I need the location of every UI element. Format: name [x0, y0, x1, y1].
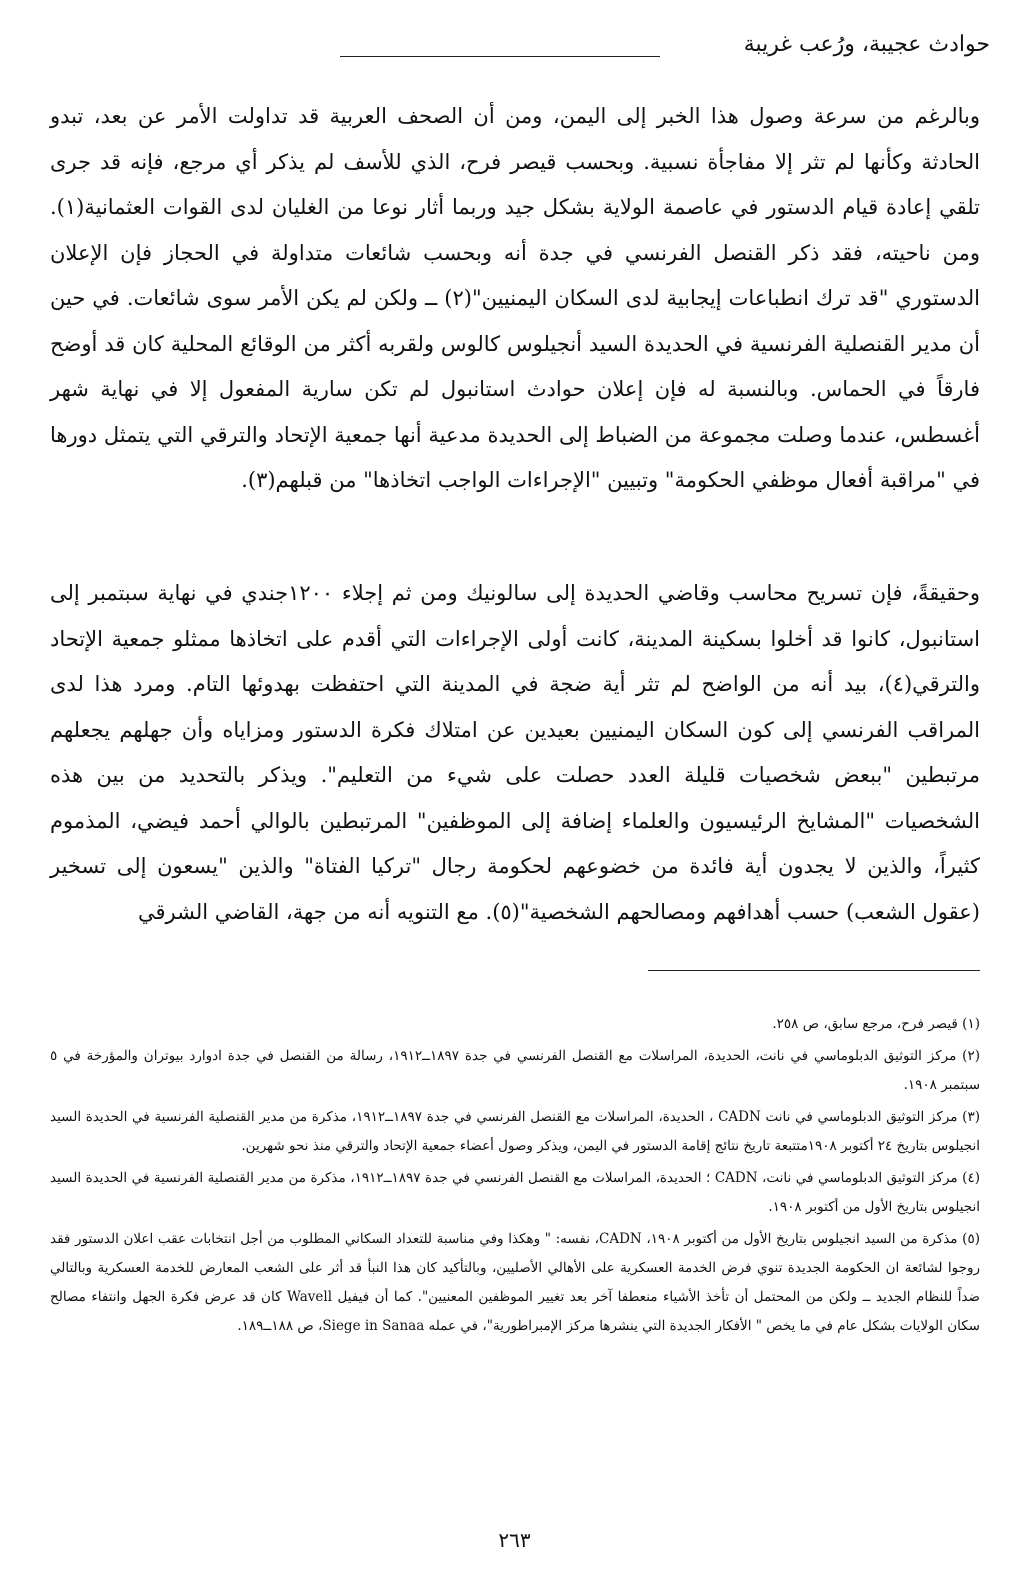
running-header-title: حوادث عجيبة، ورُعب غريبة: [743, 32, 990, 57]
footnote-4: (٤) مركز التوثيق الدبلوماسي في نانت، CADN ؛ الحديدة، المراسلات مع القنصل الفرنسي في جدة ١٨٩٧ــ١٩١٢، مذكرة من مدير القنصلية الفرنسية في الحديدة السيد انجيلوس بتاريخ الأول من أكتوبر ١٩٠٨.: [50, 1170, 980, 1215]
footnote-separator: [648, 970, 980, 971]
footnote-2: (٢) مركز التوثيق الدبلوماسي في نانت، الحديدة، المراسلات مع القنصل الفرنسي في جدة ١٨٩٧ــ١٩١٢، رسالة من القنصل في جدة ادوارد بيوتران والمؤرخة في ٥ سبتمبر ١٩٠٨.: [50, 1048, 980, 1093]
body-paragraph-2: وحقيقةً، فإن تسريح محاسب وقاضي الحديدة إلى سالونيك ومن ثم إجلاء ١٢٠٠جندي في نهاية سبتمبر إلى استانبول، كانوا قد أخلوا بسكينة المدينة، كانت أولى الإجراءات التي أقدم على اتخاذها ممثلو جمعية الإتحاد والترقي(٤)، بيد أنه من الواضح لم تثر أية ضجة في المدينة التي احتفظت بهدوئها التام. ومرد هذا لدى المراقب الفرنسي إلى كون السكان اليمنيين بعيدين عن امتلاك فكرة الدستور ومزاياه وأن جهلهم يجعلهم مرتبطين "ببعض شخصيات قليلة العدد حصلت على شيء من التعليم". ويذكر بالتحديد من بين هذه الشخصيات "المشايخ الرئيسيون والعلماء إضافة إلى الموظفين" المرتبطين بالوالي أحمد فيضي، المذموم كثيراً، والذين لا يجدون أية فائدة من خضوعهم لحكومة رجال "تركيا الفتاة" والذين "يسعون إلى تسخير (عقول الشعب) حسب أهدافهم ومصالحهم الشخصية"(٥). مع التنويه أنه من جهة، القاضي الشرقي: [50, 581, 980, 924]
header-rule: [340, 56, 660, 57]
footnote-3: (٣) مركز التوثيق الدبلوماسي في نانت CADN ، الحديدة، المراسلات مع القنصل الفرنسي في جدة ١٨٩٧ــ١٩١٢، مذكرة من مدير القنصلية الفرنسية في الحديدة السيد انجيلوس بتاريخ ٢٤ أكتوبر ١٩٠٨متتبعة تاريخ نتائج إقامة الدستور في اليمن، ويذكر وصول أعضاء جمعية الإتحاد والترقي منذ نحو شهرين.: [50, 1109, 980, 1154]
footnote-5: (٥) مذكرة من السيد انجيلوس بتاريخ الأول من أكتوبر ١٩٠٨، CADN، نفسه: " وهكذا وفي مناسبة للتعداد السكاني المطلوب من أجل انتخابات عقب اعلان الدستور فقد روجوا لشائعة ان الحكومة الجديدة تنوي فرض الخدمة العسكرية على الأهالي الأصليين، وبالتأكيد كان هذا النبأ قد أثر على الشعب المعارض للخدمة العسكرية وبالتالي ضداً للنظام الجديد ــ ولكن من المحتمل أن تأخذ الأشياء منعطفا آخر بعد تغيير الموظفين المعنيين". كما أن فيفيل Wavell كان قد عرض فكرة الجهل وانتفاء مصالح سكان الولايات بشكل عام في ما يخص " الأفكار الجديدة التي ينشرها مركز الإمبراطورية"، في عمله Siege in Sanaa، ص ١٨٨ــ١٨٩.: [50, 1231, 980, 1334]
body-paragraph-1: وبالرغم من سرعة وصول هذا الخبر إلى اليمن، ومن أن الصحف العربية قد تداولت الأمر عن بعد، تبدو الحادثة وكأنها لم تثر إلا مفاجأة نسبية. وبحسب قيصر فرح، الذي للأسف لم يذكر أي مرجع، فإنه قد جرى تلقي إعادة قيام الدستور في عاصمة الولاية بشكل جيد وربما أثار نوعا من الغليان لدى القوات العثمانية(١). ومن ناحيته، فقد ذكر القنصل الفرنسي في جدة أنه وبحسب شائعات متداولة في الحجاز فإن الإعلان الدستوري "قد ترك انطباعات إيجابية لدى السكان اليمنيين"(٢) ــ ولكن لم يكن الأمر سوى شائعات. في حين أن مدير القنصلية الفرنسية في الحديدة السيد أنجيلوس كالوس ولقربه أكثر من الوقائع المحلية كان قد أوضح فارقاً في الحماس. وبالنسبة له فإن إعلان حوادث استانبول لم تكن سارية المفعول إلا في نهاية شهر أغسطس، عندما وصلت مجموعة من الضباط إلى الحديدة مدعية أنها جمعية الإتحاد والترقي التي يتمثل دورها في "مراقبة أفعال موظفي الحكومة" وتبيين "الإجراءات الواجب اتخاذها" من قبلهم(٣).: [50, 104, 981, 492]
page-number: ٢٦٣: [498, 1528, 531, 1552]
running-header: [40, 32, 990, 76]
footnotes: [50, 1010, 980, 1344]
footnote-1: (١) قيصر فرح، مرجع سابق، ص ٢٥٨.: [772, 1016, 980, 1032]
